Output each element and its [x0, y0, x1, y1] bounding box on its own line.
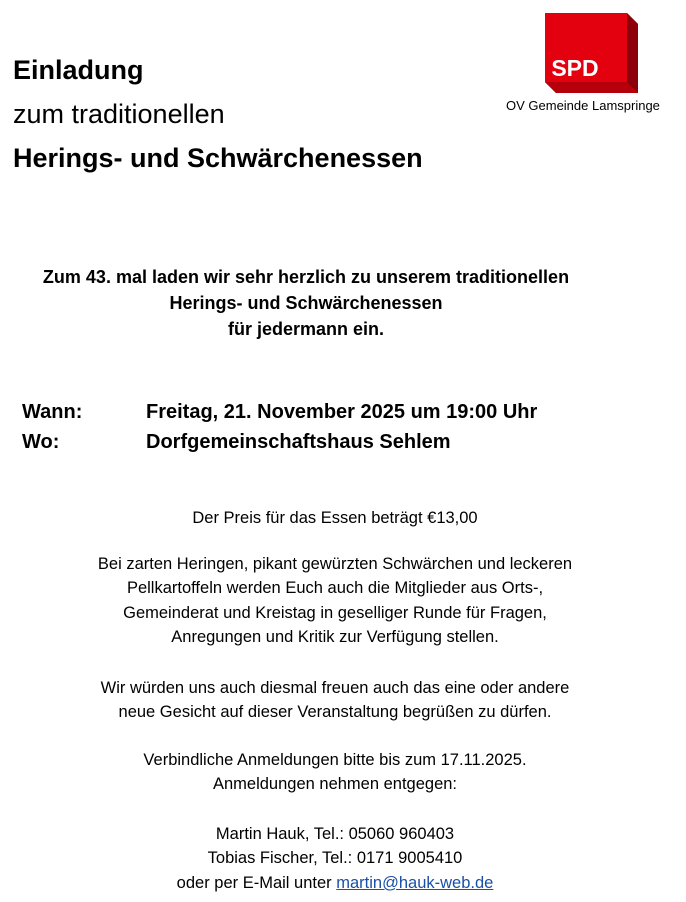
registration-line: Anmeldungen nehmen entgegen:	[212, 775, 458, 794]
where-label: Wo:	[22, 431, 60, 453]
title-line-3: Herings- und Schwärchenessen	[13, 143, 423, 173]
spd-logo-text: SPD	[551, 55, 599, 81]
logo-caption: OV Gemeinde Lamspringe	[506, 98, 660, 113]
title-line-2: zum traditionellen	[13, 99, 225, 129]
contact-martin: Martin Hauk, Tel.: 05060 960403	[215, 825, 455, 843]
description-paragraph	[0, 552, 670, 650]
paragraph-line: Anregungen und Kritik zur Verfügung stellen.	[171, 628, 499, 647]
when-row	[22, 398, 537, 426]
contact-list	[0, 822, 670, 895]
paragraph-line: Gemeinderat und Kreistag in geselliger Runde für Fragen,	[123, 603, 547, 622]
registration-line: Verbindliche Anmeldungen bitte bis zum 17.11.2025.	[143, 751, 527, 769]
contact-email-line	[0, 871, 670, 895]
price-text	[0, 506, 670, 530]
intro-line: für jedermann ein.	[227, 319, 385, 339]
paragraph-line: neue Gesicht auf dieser Veranstaltung begrüßen zu dürfen.	[118, 703, 552, 722]
spd-logo	[545, 13, 638, 93]
registration-info	[0, 748, 670, 797]
email-prefix: oder per E-Mail unter	[176, 873, 337, 892]
contact-tobias: Tobias Fischer, Tel.: 0171 9005410	[207, 849, 463, 868]
email-link[interactable]: martin@hauk-web.de	[336, 873, 494, 892]
welcome-paragraph	[0, 676, 670, 725]
paragraph-line: Bei zarten Heringen, pikant gewürzten Schwärchen und leckeren	[97, 555, 573, 573]
where-row	[22, 428, 451, 456]
where-value: Dorfgemeinschaftshaus Sehlem	[146, 431, 451, 453]
when-value: Freitag, 21. November 2025 um 19:00 Uhr	[146, 401, 538, 423]
intro-line: Zum 43. mal laden wir sehr herzlich zu unserem traditionellen	[42, 267, 570, 287]
price-line: Der Preis für das Essen beträgt €13,00	[192, 509, 478, 527]
intro-text	[0, 264, 612, 342]
title-line-1: Einladung	[13, 55, 144, 85]
paragraph-line: Wir würden uns auch diesmal freuen auch das eine oder andere	[100, 679, 570, 697]
paragraph-line: Pellkartoffeln werden Euch auch die Mitglieder aus Orts-,	[126, 579, 544, 598]
intro-line: Herings- und Schwärchenessen	[169, 293, 443, 313]
when-label: Wann:	[22, 401, 83, 423]
